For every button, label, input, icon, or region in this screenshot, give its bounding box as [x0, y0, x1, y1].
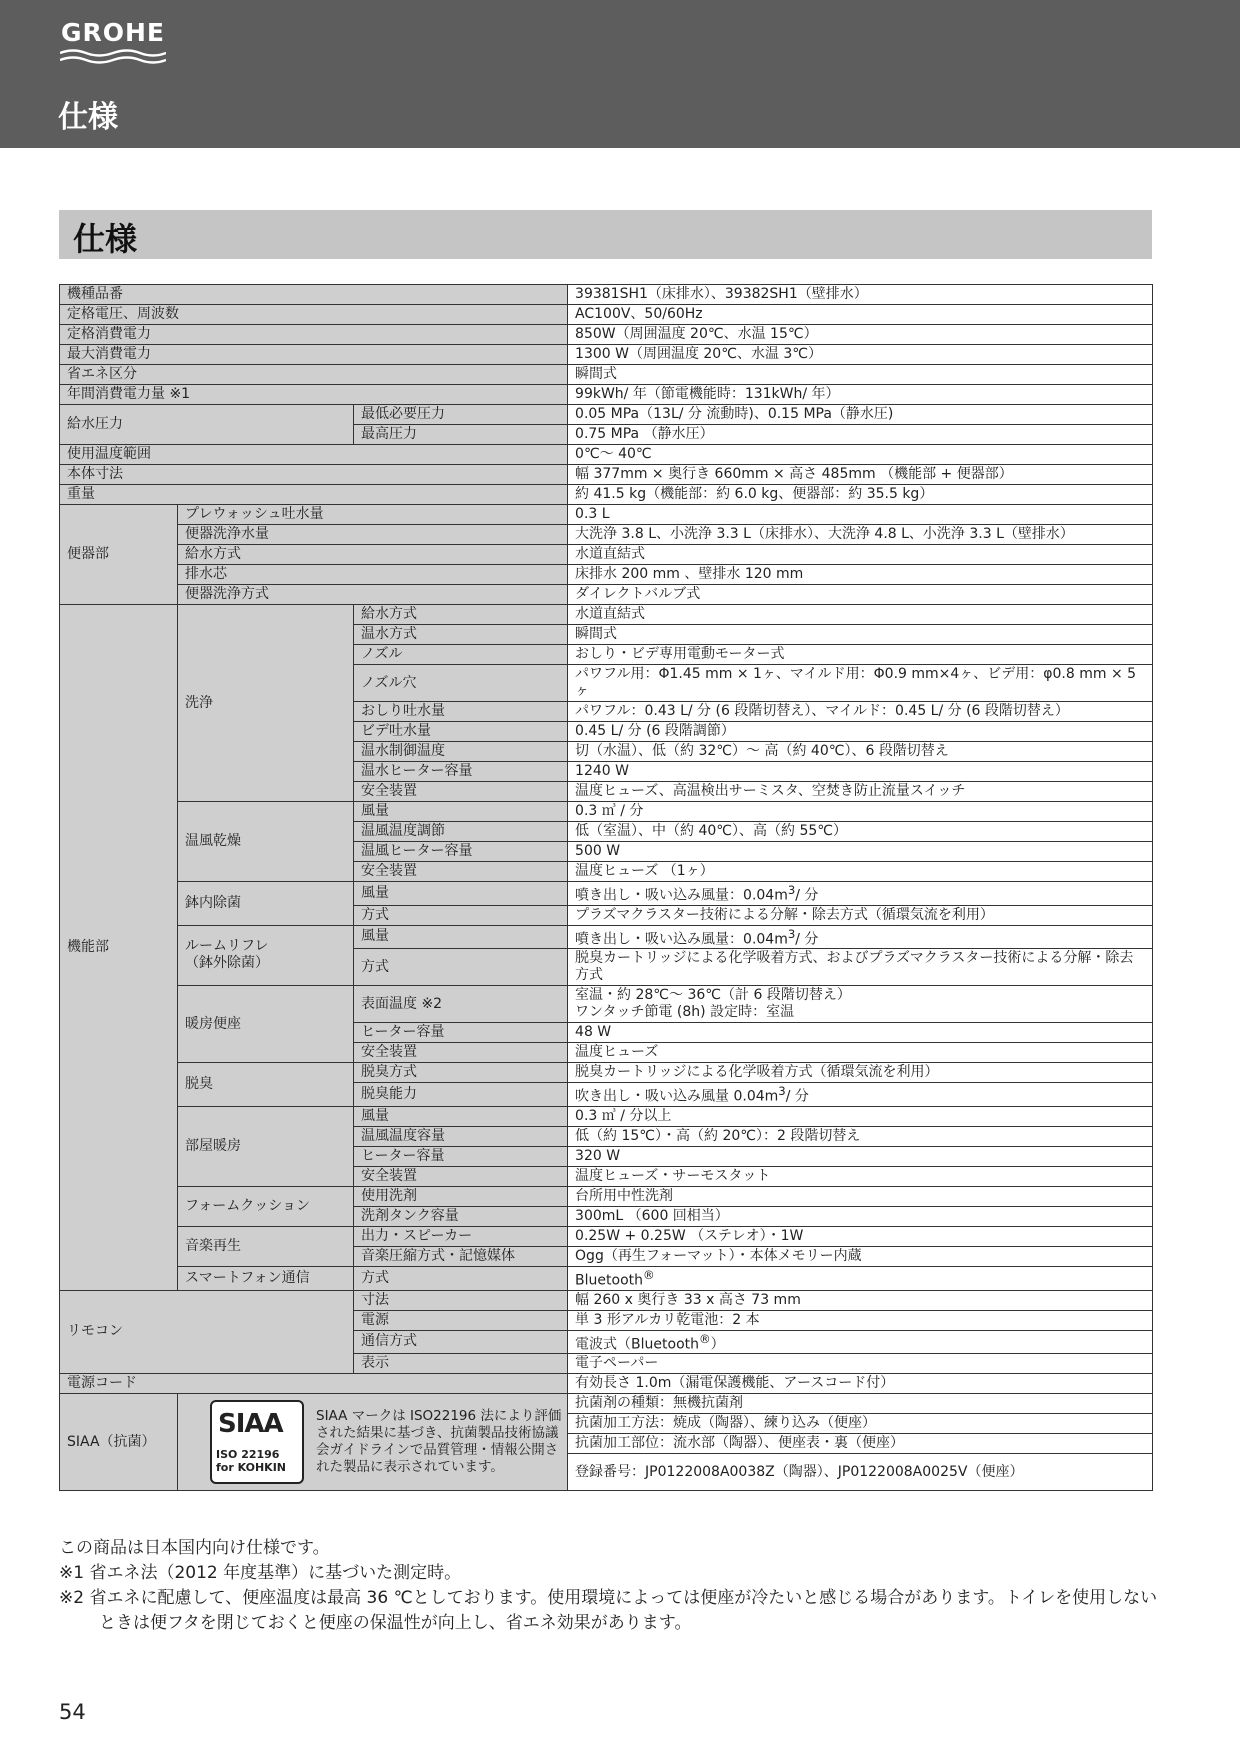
value-text: / 分 — [795, 887, 819, 904]
row-label: 風量 — [354, 925, 568, 949]
siaa-logo — [210, 1400, 304, 1484]
subgroup-label-room-heater: 部屋暖房 — [178, 1106, 354, 1186]
row-label: 通信方式 — [354, 1330, 568, 1354]
row-label: 電源 — [354, 1310, 568, 1330]
table-row — [60, 565, 1153, 585]
footnotes — [59, 1536, 1159, 1636]
row-value: 500 W — [568, 842, 1153, 862]
value-text: 電波式（Bluetooth — [575, 1336, 699, 1353]
table-row — [60, 1226, 1153, 1246]
siaa-logo-text: SIAA — [218, 1409, 283, 1440]
row-value: 温度ヒューズ （1ヶ） — [568, 862, 1153, 882]
table-row — [60, 1186, 1153, 1206]
row-value: 登録番号：JP0122008A0038Z（陶器）、JP0122008A0025V（便座） — [568, 1454, 1153, 1491]
subgroup-label-foam-cushion: フォームクッション — [178, 1186, 354, 1226]
row-label: 安全装置 — [354, 782, 568, 802]
table-row — [60, 405, 1153, 425]
row-value: 瞬間式 — [568, 625, 1153, 645]
row-value: 1240 W — [568, 762, 1153, 782]
note-2: ※2 省エネに配慮して、便座温度は最高 36 ℃としております。使用環境によっては便座が冷たいと感じる場合があります。トイレを使用しないときは便フタを閉じておくと便座の保温性が向上し、省エネ効果があります。 — [59, 1588, 1158, 1633]
row-label: 排水芯 — [178, 565, 568, 585]
value-text: Bluetooth — [575, 1272, 643, 1289]
row-value: 低（約 15℃）・高（約 20℃）：2 段階切替え — [568, 1126, 1153, 1146]
row-label: 定格消費電力 — [60, 325, 568, 345]
table-row — [60, 1290, 1153, 1310]
table-row — [60, 365, 1153, 385]
row-label: 便器洗浄水量 — [178, 525, 568, 545]
row-label: 電源コード — [60, 1374, 568, 1394]
row-value: パワフル：0.43 L/ 分 (6 段階切替え）、マイルド：0.45 L/ 分 (6 段階切替え） — [568, 702, 1153, 722]
row-value: 0℃〜 40℃ — [568, 445, 1153, 465]
row-value: Ogg（再生フォーマット）・本体メモリー内蔵 — [568, 1246, 1153, 1266]
row-value: 抗菌加工部位：流水部（陶器）、便座表・裏（便座） — [568, 1434, 1153, 1454]
table-row — [60, 545, 1153, 565]
group-label-supply-pressure: 給水圧力 — [60, 405, 354, 445]
row-label: 音楽圧縮方式・記憶媒体 — [354, 1246, 568, 1266]
row-label: おしり吐水量 — [354, 702, 568, 722]
row-label: 給水方式 — [178, 545, 568, 565]
row-value: 0.25W + 0.25W （ステレオ）・1W — [568, 1226, 1153, 1246]
row-value: 抗菌剤の種類：無機抗菌剤 — [568, 1394, 1153, 1414]
row-value: 99kWh/ 年（節電機能時：131kWh/ 年） — [568, 385, 1153, 405]
row-label: 安全装置 — [354, 862, 568, 882]
section-title: 仕様 — [73, 220, 138, 258]
row-value: 大洗浄 3.8 L、小洗浄 3.3 L（床排水）、大洗浄 4.8 L、小洗浄 3.3 L（壁排水） — [568, 525, 1153, 545]
value-text: 吹き出し・吸い込み風量 0.04m — [575, 1088, 779, 1105]
subgroup-label-deodorizer: 脱臭 — [178, 1063, 354, 1107]
row-value: 切（水温）、低（約 32℃）〜 高（約 40℃）、6 段階切替え — [568, 742, 1153, 762]
row-label: ヒーター容量 — [354, 1023, 568, 1043]
table-row — [60, 585, 1153, 605]
subgroup-label-room-refresh — [178, 925, 354, 986]
brand-name: GROHE — [60, 18, 166, 47]
row-label: 温風ヒーター容量 — [354, 842, 568, 862]
spec-table — [59, 284, 1153, 1491]
subgroup-label-warm-air-dryer: 温風乾燥 — [178, 802, 354, 882]
row-label: 最低必要圧力 — [354, 405, 568, 425]
table-row — [60, 802, 1153, 822]
value-line: ワンタッチ節電 (8h) 設定時：室温 — [575, 1004, 795, 1021]
row-value — [568, 1330, 1153, 1354]
row-value: 抗菌加工方法：焼成（陶器）、練り込み（便座） — [568, 1414, 1153, 1434]
row-value: プラズマクラスター技術による分解・除去方式（循環気流を利用） — [568, 905, 1153, 925]
siaa-info-cell — [178, 1394, 568, 1491]
page-number: 54 — [59, 1700, 86, 1724]
row-value: 300mL （600 回相当） — [568, 1206, 1153, 1226]
subgroup-label-bowl-sterilization: 鉢内除菌 — [178, 882, 354, 926]
row-value: 瞬間式 — [568, 365, 1153, 385]
row-value: 温度ヒューズ — [568, 1043, 1153, 1063]
row-value: AC100V、50/60Hz — [568, 305, 1153, 325]
row-value: 0.45 L/ 分 (6 段階調節） — [568, 722, 1153, 742]
table-row — [60, 986, 1153, 1023]
table-row — [60, 1063, 1153, 1083]
row-label: 温風温度容量 — [354, 1126, 568, 1146]
row-label: 省エネ区分 — [60, 365, 568, 385]
row-label: 給水方式 — [354, 605, 568, 625]
table-row — [60, 882, 1153, 906]
row-label: 温風温度調節 — [354, 822, 568, 842]
value-line: 室温・約 28℃〜 36℃（計 6 段階切替え） — [575, 987, 851, 1004]
row-label: 安全装置 — [354, 1043, 568, 1063]
row-value: 39381SH1（床排水）、39382SH1（壁排水） — [568, 285, 1153, 305]
value-text: 噴き出し・吸い込み風量：0.04m — [575, 931, 788, 948]
row-value: 水道直結式 — [568, 545, 1153, 565]
row-label: 表面温度 ※2 — [354, 986, 568, 1023]
row-label: 本体寸法 — [60, 465, 568, 485]
row-value — [568, 925, 1153, 949]
table-row — [60, 1106, 1153, 1126]
row-value: 幅 377mm × 奥行き 660mm × 高さ 485mm （機能部 + 便器部） — [568, 465, 1153, 485]
row-value: 約 41.5 kg（機能部：約 6.0 kg、便器部：約 35.5 kg） — [568, 485, 1153, 505]
row-label: 方式 — [354, 1266, 568, 1290]
row-value: 脱臭カートリッジによる化学吸着方式（循環気流を利用） — [568, 1063, 1153, 1083]
siaa-kohkin: for KOHKIN — [216, 1461, 287, 1475]
row-label: 最高圧力 — [354, 425, 568, 445]
row-label: 風量 — [354, 1106, 568, 1126]
superscript: 3 — [778, 1084, 786, 1099]
row-label: 最大消費電力 — [60, 345, 568, 365]
row-value: ダイレクトバルブ式 — [568, 585, 1153, 605]
row-value: パワフル用：Φ1.45 mm × 1ヶ、マイルド用：Φ0.9 mm×4ヶ、ビデ用：φ0.8 mm × 5ヶ — [568, 665, 1153, 702]
row-label: 温水制御温度 — [354, 742, 568, 762]
row-value: 有効長さ 1.0m（漏電保護機能、アースコード付） — [568, 1374, 1153, 1394]
row-label: ビデ吐水量 — [354, 722, 568, 742]
row-value: 1300 W（周囲温度 20℃、水温 3℃） — [568, 345, 1153, 365]
row-value: 0.3 L — [568, 505, 1153, 525]
group-label-remote: リモコン — [60, 1290, 354, 1374]
note-1: ※1 省エネ法（2012 年度基準）に基づいた測定時。 — [59, 1563, 462, 1583]
row-label: ノズル — [354, 645, 568, 665]
row-label: 使用温度範囲 — [60, 445, 568, 465]
row-label: 便器洗浄方式 — [178, 585, 568, 605]
row-label: ノズル穴 — [354, 665, 568, 702]
value-text: 噴き出し・吸い込み風量：0.04m — [575, 887, 788, 904]
row-value: 温度ヒューズ、高温検出サーミスタ、空焚き防止流量スイッチ — [568, 782, 1153, 802]
value-text: ） — [710, 1336, 725, 1353]
row-label: 出力・スピーカー — [354, 1226, 568, 1246]
row-value — [568, 986, 1153, 1023]
row-label: 脱臭方式 — [354, 1063, 568, 1083]
row-label: 脱臭能力 — [354, 1083, 568, 1107]
row-value: 320 W — [568, 1146, 1153, 1166]
row-label: 温水ヒーター容量 — [354, 762, 568, 782]
grohe-logo — [58, 18, 168, 70]
row-label: 重量 — [60, 485, 568, 505]
table-row — [60, 345, 1153, 365]
row-value: 電子ペーパー — [568, 1354, 1153, 1374]
row-value: 48 W — [568, 1023, 1153, 1043]
row-value: 単 3 形アルカリ乾電池：2 本 — [568, 1310, 1153, 1330]
row-label: 風量 — [354, 882, 568, 906]
row-label: 表示 — [354, 1354, 568, 1374]
row-value: 床排水 200 mm 、壁排水 120 mm — [568, 565, 1153, 585]
row-value: 0.05 MPa（13L/ 分 流動時)、0.15 MPa（静水圧) — [568, 405, 1153, 425]
table-row — [60, 385, 1153, 405]
row-value: 0.3 ㎥ / 分以上 — [568, 1106, 1153, 1126]
subgroup-label-smartphone: スマートフォン通信 — [178, 1266, 354, 1290]
row-value: 低（室温）、中（約 40℃）、高（約 55℃） — [568, 822, 1153, 842]
row-value: 850W（周囲温度 20℃、水温 15℃） — [568, 325, 1153, 345]
table-row — [60, 285, 1153, 305]
subgroup-label-washing: 洗浄 — [178, 605, 354, 802]
row-value: 水道直結式 — [568, 605, 1153, 625]
table-row — [60, 445, 1153, 465]
row-label: 風量 — [354, 802, 568, 822]
note-domestic: この商品は日本国内向け仕様です。 — [59, 1538, 330, 1558]
row-label: 温水方式 — [354, 625, 568, 645]
subgroup-label-heated-seat: 暖房便座 — [178, 986, 354, 1063]
row-value: 0.75 MPa （静水圧） — [568, 425, 1153, 445]
table-row — [60, 605, 1153, 625]
table-row — [60, 305, 1153, 325]
row-label: 方式 — [354, 949, 568, 986]
table-row — [60, 925, 1153, 949]
table-row — [60, 485, 1153, 505]
subgroup-label-music-playback: 音楽再生 — [178, 1226, 354, 1266]
table-row — [60, 1374, 1153, 1394]
row-label: 洗剤タンク容量 — [354, 1206, 568, 1226]
row-label: ヒーター容量 — [354, 1146, 568, 1166]
table-row — [60, 325, 1153, 345]
row-value — [568, 882, 1153, 906]
siaa-iso: ISO 22196 — [216, 1448, 280, 1462]
row-value: 脱臭カートリッジによる化学吸着方式、およびプラズマクラスター技術による分解・除去方式 — [568, 949, 1153, 986]
value-text: / 分 — [785, 1088, 809, 1105]
row-label: 年間消費電力量 ※1 — [60, 385, 568, 405]
row-value — [568, 1266, 1153, 1290]
table-row — [60, 525, 1153, 545]
value-text: / 分 — [795, 931, 819, 948]
row-value: 幅 260 x 奥行き 33 x 高さ 73 mm — [568, 1290, 1153, 1310]
sub-line: ルームリフレ — [185, 938, 269, 955]
row-value: 0.3 ㎥ / 分 — [568, 802, 1153, 822]
row-value: おしり・ビデ専用電動モーター式 — [568, 645, 1153, 665]
siaa-label: SIAA（抗菌） — [60, 1394, 178, 1491]
row-label: 安全装置 — [354, 1166, 568, 1186]
siaa-box — [178, 1396, 567, 1488]
row-value: 温度ヒューズ・サーモスタット — [568, 1166, 1153, 1186]
table-row — [60, 465, 1153, 485]
siaa-logo-subtext — [216, 1448, 286, 1474]
row-label: 定格電圧、周波数 — [60, 305, 568, 325]
group-label-function-unit: 機能部 — [60, 605, 178, 1291]
section-heading — [59, 210, 1152, 259]
row-label: プレウォッシュ吐水量 — [178, 505, 568, 525]
row-label: 方式 — [354, 905, 568, 925]
row-value: 台所用中性洗剤 — [568, 1186, 1153, 1206]
row-label: 機種品番 — [60, 285, 568, 305]
row-value — [568, 1083, 1153, 1107]
table-row — [60, 505, 1153, 525]
wave-icon — [60, 48, 166, 68]
sub-line: （鉢外除菌） — [185, 955, 269, 972]
superscript: 3 — [787, 883, 796, 897]
table-row — [60, 1394, 1153, 1414]
row-label: 使用洗剤 — [354, 1186, 568, 1206]
table-row — [60, 1266, 1153, 1290]
group-label-toilet-bowl: 便器部 — [60, 505, 178, 605]
registered-mark: ® — [699, 1331, 711, 1346]
header-bar — [0, 0, 1240, 148]
siaa-description: SIAA マークは ISO22196 法により評価された結果に基づき、抗菌製品技術協議会ガイドラインで品質管理・情報公開された製品に表示されています。 — [316, 1408, 562, 1476]
superscript: 3 — [787, 926, 796, 941]
registered-mark: ® — [643, 1267, 655, 1282]
row-label: 寸法 — [354, 1290, 568, 1310]
header-title: 仕様 — [58, 100, 118, 135]
